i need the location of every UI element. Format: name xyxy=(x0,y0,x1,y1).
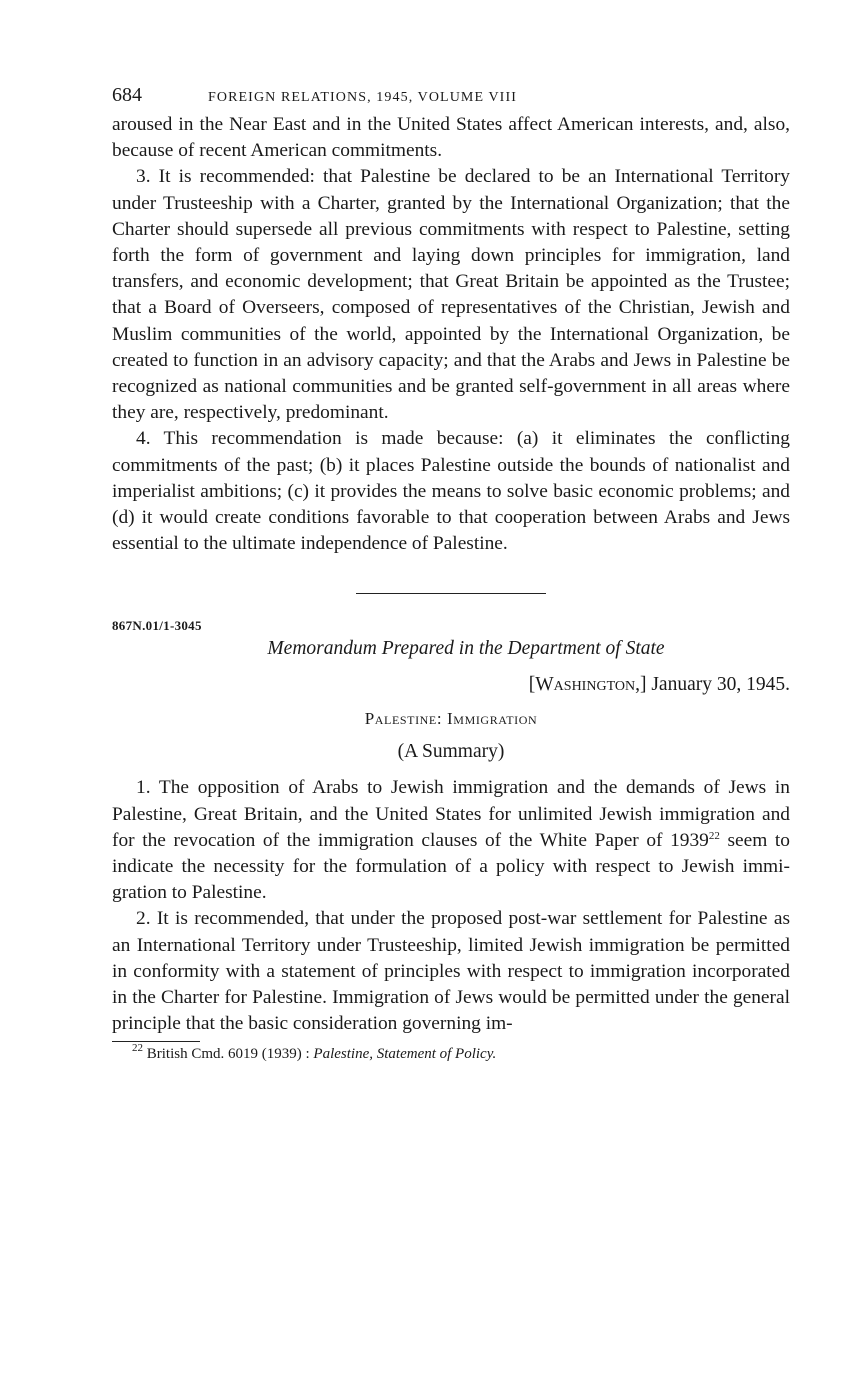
summary-label: (A Summary) xyxy=(397,741,505,763)
document-page xyxy=(112,84,790,1063)
memo-paragraph-1 xyxy=(112,775,790,906)
memo-paragraph-2: 2. It is recommended, that under the proposed post-war settlement for Palestine as an International Territory under Trusteeship, limited Jewish immigration be permitted in conformity with a statement of principles with respect to immigration incorporated in the Charter for Palestine. Immigration of Jews would be permitted under the general principle that the basic consideration governing im- xyxy=(112,908,790,1035)
memo-subject: Palestine: Immigration xyxy=(364,709,538,729)
memo-paragraph-1-text: 1. The opposition of Arabs to Jewish immigration and the demands of Jews in Palestine, Great Britain, and the United States for unlimited Jewish immigration and for the revocation of the immigration clauses of the White Paper of 1939 xyxy=(112,777,790,851)
running-head: FOREIGN RELATIONS, 1945, VOLUME VIII xyxy=(208,90,517,105)
dateline xyxy=(112,674,790,696)
footnote-marker: 22 xyxy=(132,1042,143,1055)
page-header xyxy=(112,84,790,112)
footnote-text: British Cmd. 6019 (1939) : xyxy=(146,1046,314,1063)
footnote-title: Palestine, Statement of Policy. xyxy=(313,1046,497,1063)
dateline-date: January 30, 1945. xyxy=(651,674,790,696)
footnote-rule xyxy=(112,1041,200,1042)
paragraph-4: 4. This recommendation is made because: (a) it eliminates the conflicting commitments of the past; (b) it places Palestine outside the bounds of nationalist and imperialist ambitions; (c) it provides the means to solve basic economic problems; and (d) it would create conditions favorable to that cooperation between Arabs and Jews essential to the ultimate independence of Palestine. xyxy=(112,428,790,555)
dateline-place: [Washington,] xyxy=(528,674,647,696)
footnote-reference[interactable]: 22 xyxy=(708,829,720,842)
memo-paragraph-1-end: seem to indicate the necessity for the formulation of a policy with respect to Jewish immigration to Palestine. xyxy=(112,829,790,904)
page-number: 684 xyxy=(112,84,142,106)
paragraph-3: 3. It is recommended: that Palestine be declared to be an International Territory under Trusteeship with a Charter, granted by the International Organization; that the Charter should supersede all previous commitments with respect to Palestine, setting forth the form of government and laying down principles for immigration, land transfers, and economic development; that Great Britain be appointed as the Trustee; that a Board of Overseers, composed of representatives of the Christian, Jewish and Muslim communities of the world, appointed by the International Organization, be created to function in an advisory capacity; and that the Arabs and Jews in Palestine be recognized as national communities and be granted self-government in all areas where they are, respectively, predominant. xyxy=(112,166,790,424)
section-divider xyxy=(356,593,546,594)
memo-title: Memorandum Prepared in the Department of State xyxy=(267,638,665,660)
footnote xyxy=(112,1042,790,1063)
continuation-paragraph: aroused in the Near East and in the United States affect American interests, and, also, because of recent American commitments. xyxy=(112,114,790,162)
file-number: 867N.01/1-3045 xyxy=(112,618,202,634)
